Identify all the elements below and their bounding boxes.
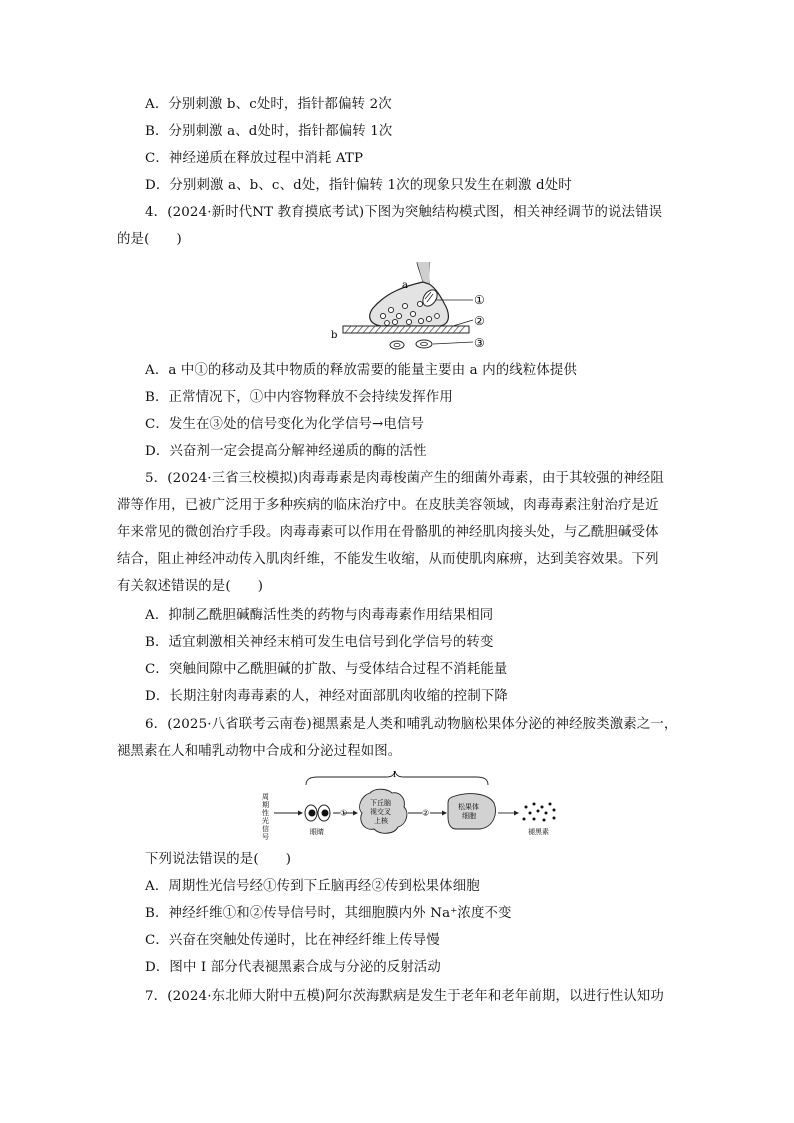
postsynaptic-bodies [390,340,432,349]
svg-text:视交叉: 视交叉 [370,808,391,816]
bracket-label: Ⅰ [393,771,397,779]
synapse-figure [325,258,495,358]
q5-stem-line2: 滞等作用，已被广泛用于多种疾病的临床治疗中。在皮肤美容领域，肉毒毒素注射治疗是近 [117,498,659,513]
melatonin-pathway-figure [258,771,570,843]
svg-text:细胞: 细胞 [462,812,476,820]
q5-option-d: D．长期注射肉毒毒素的人，神经对面部肌肉收缩的控制下降 [145,689,508,704]
label-b: b [331,330,338,341]
melatonin-label: 褪黑素 [528,828,549,836]
q6-option-a: A．周期性光信号经①传到下丘脑再经②传到松果体细胞 [145,879,480,894]
q3-option-c: C．神经递质在释放过程中消耗 ATP [145,151,364,166]
q6-stem-line1: 6．(2025·八省联考云南卷)褪黑素是人类和哺乳动物脑松果体分泌的神经胺类激素之一， [145,717,678,732]
svg-text:周: 周 [262,793,269,801]
q4-option-c: C．发生在③处的信号变化为化学信号→电信号 [145,417,425,432]
svg-text:号: 号 [262,833,269,841]
svg-text:信: 信 [262,825,269,833]
svg-text:松果体: 松果体 [458,803,479,811]
q5-stem-line1: 5．(2024·三省三校模拟)肉毒毒素是肉毒梭菌产生的细菌外毒素，由于其较强的神经阻 [145,471,664,486]
q6-option-d: D．图中 Ⅰ 部分代表褪黑素合成与分泌的反射活动 [145,960,441,975]
label-a: a [402,280,408,291]
q3-option-b: B．分别刺激 a、d处时，指针都偏转 1次 [145,124,393,139]
melatonin-molecules [523,803,556,822]
bracket-I [306,771,488,785]
arrow-1-label: ① [340,808,348,818]
svg-text:期: 期 [262,801,269,809]
q6-option-b: B．神经纤维①和②传导信号时，其细胞膜内外 Na⁺浓度不变 [145,906,512,921]
postsynaptic-membrane [343,326,469,333]
q6-stem-line2: 褪黑素在人和哺乳动物中合成和分泌过程如图。 [117,744,402,759]
q5-stem-line3: 年来常见的微创治疗手段。肉毒毒素可以作用在骨骼肌的神经肌肉接头处，与乙酰胆碱受体 [117,525,659,540]
q4-option-a: A．a 中①的移动及其中物质的释放需要的能量主要由 a 内的线粒体提供 [145,363,577,378]
svg-text:下丘脑: 下丘脑 [370,799,391,807]
eye-label: 眼睛 [310,828,324,836]
arrow-2-label: ② [422,808,430,818]
q4-stem-line1: 4．(2024·新时代NT 教育摸底考试)下图为突触结构模式图，相关神经调节的说法错误 [145,205,663,220]
q4-stem-line2: 的是( ) [117,232,182,247]
q5-stem-line5: 有关叙述错误的是( ) [117,579,264,594]
eye-icon [305,805,330,821]
label-3: ③ [474,336,485,350]
q5-option-b: B．适宜刺激相关神经末梢可发生电信号到化学信号的转变 [145,635,494,650]
hypothalamus-label [370,798,391,825]
label-2: ② [474,314,485,328]
q6-stem-line3: 下列说法错误的是( ) [145,852,292,867]
svg-text:上核: 上核 [374,817,388,825]
q5-option-c: C．突触间隙中乙酰胆碱的扩散、与受体结合过程不消耗能量 [145,662,508,677]
periodic-light-signal [262,793,269,841]
svg-text:光: 光 [262,817,269,825]
q4-option-d: D．兴奋剂一定会提高分解神经递质的酶的活性 [145,444,427,459]
svg-text:性: 性 [262,809,269,817]
q7-stem-line1: 7．(2024·东北师大附中五模)阿尔茨海默病是发生于老年和老年前期，以进行性认知功 [145,989,664,1004]
q3-option-d: D．分别刺激 a、b、c、d处，指针偏转 1次的现象只发生在刺激 d处时 [145,178,572,193]
q4-option-b: B．正常情况下，①中内容物释放不会持续发挥作用 [145,390,453,405]
label-1: ① [474,293,485,307]
q6-option-c: C．兴奋在突触处传递时，比在神经纤维上传导慢 [145,933,440,948]
q3-option-a: A．分别刺激 b、c处时，指针都偏转 2次 [145,97,392,112]
q5-option-a: A．抑制乙酰胆碱酶活性类的药物与肉毒毒素作用结果相同 [145,608,494,623]
q5-stem-line4: 结合，阻止神经冲动传入肌肉纤维，不能发生收缩，从而使肌肉麻痹，达到美容效果。下列 [117,552,659,567]
